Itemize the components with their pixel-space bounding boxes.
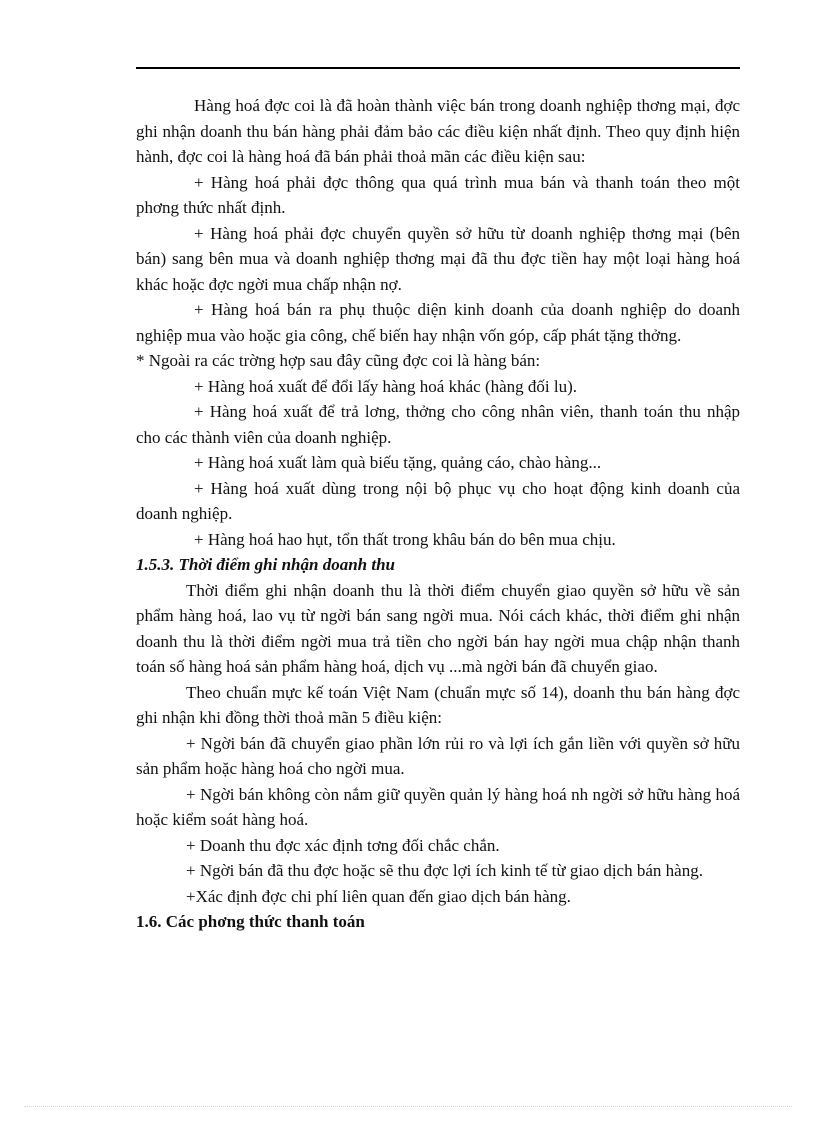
paragraph: + Hàng hoá xuất để đổi lấy hàng hoá khác (hàng đối lu). [194,376,578,396]
paragraph: +Xác định đợc chi phí liên quan đến giao dịch bán hàng. [186,886,571,906]
paragraph: + Hàng hoá phải đợc thông qua quá trình mua bán và thanh toán theo một phơng thức nhất định. [136,172,740,217]
paragraph: * Ngoài ra các trờng hợp sau đây cũng đợc coi là hàng bán: [136,351,541,370]
paragraph: + Ngời bán đã chuyển giao phần lớn rủi ro và lợi ích gắn liền với quyền sở hữu sản phẩm hoặc hàng hoá cho ngời mua. [136,733,740,778]
paragraph: + Hàng hoá xuất làm quà biếu tặng, quảng cáo, chào hàng... [194,453,602,472]
paragraph: Theo chuẩn mực kế toán Việt Nam (chuẩn mực số 14), doanh thu bán hàng đợc ghi nhận khi đồng thời thoả mãn 5 điều kiện: [136,682,740,727]
paragraph: Thời điểm ghi nhận doanh thu là thời điểm chuyển giao quyền sở hữu về sản phẩm hàng hoá, lao vụ từ ngời bán sang ngời mua. Nói cách khác, thời điểm ghi nhận doanh thu là thời điểm ngời mua trả tiền cho ngời bán hay ngời mua chập nhận thanh toán số hàng hoá sản phẩm hàng hoá, dịch vụ ...mà ngời bán đã chuyển giao. [136,580,740,676]
header-rule [136,67,740,69]
paragraph: + Ngời bán không còn nắm giữ quyền quản lý hàng hoá nh ngời sở hữu hàng hoá hoặc kiểm soát hàng hoá. [136,784,740,829]
paragraph: + Hàng hoá xuất dùng trong nội bộ phục vụ cho hoạt động kinh doanh của doanh nghiệp. [136,478,740,523]
paragraph: Hàng hoá đợc coi là đã hoàn thành việc bán trong doanh nghiệp thơng mại, đợc ghi nhận doanh thu bán hàng phải đảm bảo các điều kiện nhất định. Theo quy định hiện hành, đợc coi là hàng hoá đã bán phải thoả mãn các điều kiện sau: [136,96,740,166]
paragraph: + Hàng hoá xuất để trả lơng, thởng cho công nhân viên, thanh toán thu nhập cho các thành viên của doanh nghiệp. [136,402,740,447]
paragraph: + Hàng hoá phải đợc chuyển quyền sở hữu từ doanh nghiệp thơng mại (bên bán) sang bên mua và doanh nghiệp thơng mại đã thu đợc tiền hay một loại hàng hoá khác hoặc đợc ngời mua chấp nhận nợ. [136,223,740,294]
paragraph: + Doanh thu đợc xác định tơng đối chắc chắn. [186,835,500,855]
footer-dotted-line [24,1106,792,1107]
section-heading-1-6: 1.6. Các phơng thức thanh toán [136,912,365,931]
paragraph: + Hàng hoá hao hụt, tổn thất trong khâu bán do bên mua chịu. [194,529,616,549]
paragraph: + Ngời bán đã thu đợc hoặc sẽ thu đợc lợi ích kinh tế từ giao dịch bán hàng. [186,861,703,880]
paragraph: + Hàng hoá bán ra phụ thuộc diện kinh doanh của doanh nghiệp do doanh nghiệp mua vào hoặc gia công, chế biến hay nhận vốn góp, cấp phát tặng thởng. [136,300,740,345]
section-heading-1-5-3: 1.5.3. Thời điểm ghi nhận doanh thu [136,555,396,574]
body-text [136,93,740,935]
